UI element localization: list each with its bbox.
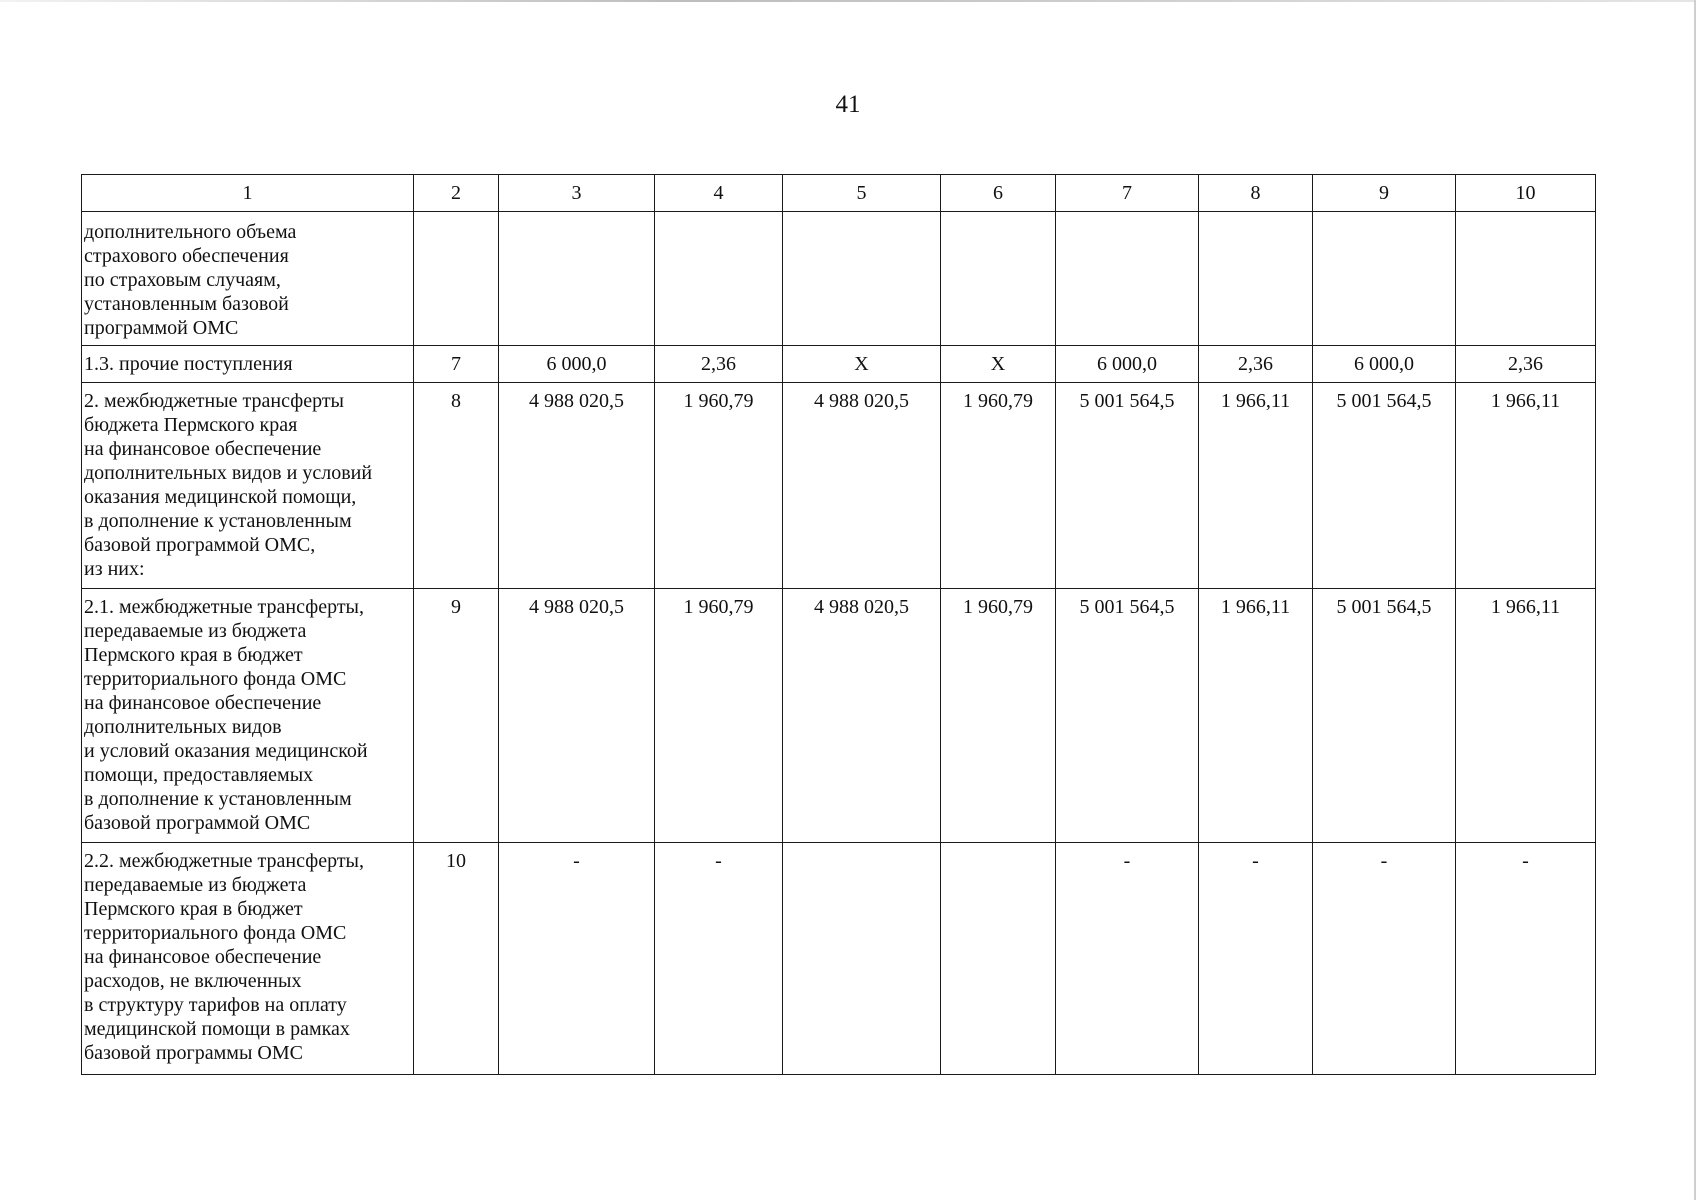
row-label: 2.1. межбюджетные трансферты, передаваемые из бюджета Пермского края в бюджет территориального фонда ОМС на финансовое обеспечение дополнительных видов и условий оказания медицинской помощи, предоставляемых в дополнение к установленным базовой программой ОМС <box>82 589 414 843</box>
table-cell <box>1456 212 1596 346</box>
table-cell <box>499 212 655 346</box>
column-number-row <box>82 175 1596 212</box>
row-label: 1.3. прочие поступления <box>82 346 414 383</box>
table-row <box>82 843 1596 1075</box>
row-label: 2. межбюджетные трансферты бюджета Пермского края на финансовое обеспечение дополнительных видов и условий оказания медицинской помощи, в дополнение к установленным базовой программой ОМС, из них: <box>82 383 414 589</box>
table-cell: 6 000,0 <box>1313 346 1456 383</box>
column-number: 6 <box>941 175 1056 212</box>
page-number: 41 <box>835 91 861 118</box>
table-row <box>82 383 1596 589</box>
table-cell: 1 960,79 <box>655 383 783 589</box>
table-cell: - <box>1199 843 1313 1075</box>
table-cell: 6 000,0 <box>499 346 655 383</box>
table-row <box>82 212 1596 346</box>
table-cell: - <box>499 843 655 1075</box>
table-cell: - <box>1313 843 1456 1075</box>
table-cell: 4 988 020,5 <box>499 383 655 589</box>
table-cell: 4 988 020,5 <box>499 589 655 843</box>
column-number: 2 <box>414 175 499 212</box>
table-cell: 9 <box>414 589 499 843</box>
table-cell <box>1056 212 1199 346</box>
table-cell <box>1313 212 1456 346</box>
table-cell: Х <box>783 346 941 383</box>
table-cell: - <box>1056 843 1199 1075</box>
table-cell: 5 001 564,5 <box>1313 589 1456 843</box>
table-cell: 1 960,79 <box>941 383 1056 589</box>
table-cell <box>783 843 941 1075</box>
scan-edge-top <box>0 0 1696 2</box>
table-cell: 8 <box>414 383 499 589</box>
row-label: дополнительного объема страхового обеспечения по страховым случаям, установленным базовой программой ОМС <box>82 212 414 346</box>
column-number: 5 <box>783 175 941 212</box>
table-cell: 5 001 564,5 <box>1056 383 1199 589</box>
table-cell: 2,36 <box>1199 346 1313 383</box>
table-cell: Х <box>941 346 1056 383</box>
table-cell: 10 <box>414 843 499 1075</box>
table-cell: - <box>1456 843 1596 1075</box>
table-row <box>82 346 1596 383</box>
table-cell: 1 966,11 <box>1456 589 1596 843</box>
table-cell <box>414 212 499 346</box>
column-number: 10 <box>1456 175 1596 212</box>
column-number: 3 <box>499 175 655 212</box>
table-cell: 4 988 020,5 <box>783 589 941 843</box>
table-cell: - <box>655 843 783 1075</box>
table-cell: 6 000,0 <box>1056 346 1199 383</box>
table-cell: 1 960,79 <box>941 589 1056 843</box>
table-cell <box>941 843 1056 1075</box>
table-cell: 1 966,11 <box>1456 383 1596 589</box>
table-cell: 7 <box>414 346 499 383</box>
column-number: 7 <box>1056 175 1199 212</box>
table-cell <box>941 212 1056 346</box>
table-cell <box>1199 212 1313 346</box>
table-cell: 2,36 <box>1456 346 1596 383</box>
table-cell: 5 001 564,5 <box>1056 589 1199 843</box>
column-number: 8 <box>1199 175 1313 212</box>
column-number: 4 <box>655 175 783 212</box>
table-cell: 1 960,79 <box>655 589 783 843</box>
column-number: 1 <box>82 175 414 212</box>
table-cell <box>783 212 941 346</box>
table-cell: 4 988 020,5 <box>783 383 941 589</box>
table-row <box>82 589 1596 843</box>
table-cell: 1 966,11 <box>1199 589 1313 843</box>
table-cell: 5 001 564,5 <box>1313 383 1456 589</box>
table-cell: 2,36 <box>655 346 783 383</box>
column-number: 9 <box>1313 175 1456 212</box>
table-cell: 1 966,11 <box>1199 383 1313 589</box>
budget-table <box>81 174 1596 1075</box>
row-label: 2.2. межбюджетные трансферты, передаваемые из бюджета Пермского края в бюджет территориального фонда ОМС на финансовое обеспечение расходов, не включенных в структуру тарифов на оплату медицинской помощи в рамках базовой программы ОМС <box>82 843 414 1075</box>
table-cell <box>655 212 783 346</box>
